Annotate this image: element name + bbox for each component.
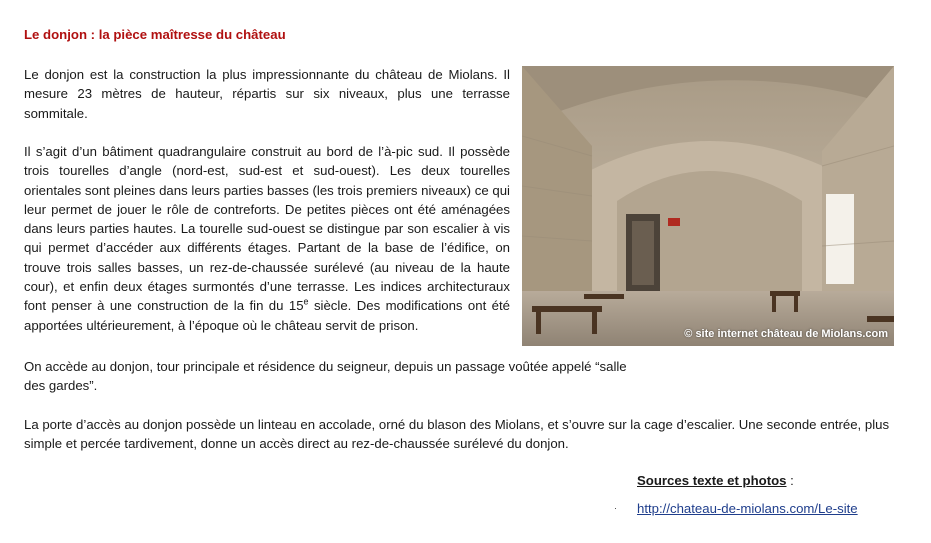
sources-heading-colon: : xyxy=(786,473,794,488)
list-bullet: · xyxy=(614,503,617,513)
entrance-paragraph: La porte d’accès au donjon possède un linteau en accolade, orné du blason des Miolans, et s’ouvre sur la cage d’escalier. Une seconde entrée, plus simple et percée tardivement, donne un accès direct au rez-de-chaussée surélevé du donjon. xyxy=(24,417,890,452)
access-paragraph: On accède au donjon, tour principale et résidence du seigneur, depuis un passage voûtée appelé “salle des gardes”. xyxy=(24,359,627,394)
photo-illustration xyxy=(522,66,894,346)
sources-heading xyxy=(637,473,794,488)
century-superscript: e xyxy=(303,296,309,307)
description-paragraph xyxy=(24,142,510,335)
source-link[interactable]: http://chateau-de-miolans.com/Le-site xyxy=(637,501,858,516)
description-text-part1: Il s’agit d’un bâtiment quadrangulaire construit au bord de l’à-pic sud. Il possède trois tourelles d’angle (nord-est, sud-est et sud-ouest). Les deux tourelles orientales sont pleines dans leurs parties basses (les trois premiers niveaux) ce qui leur permet de jouer le rôle de contreforts. De petites pièces ont été aménagées dans leurs parties hautes. La tourelle sud-ouest se distingue par son escalier à vis qui permet d’accéder aux différents étages. Partant de la base de l’édifice, on trouve trois salles basses, un rez-de-chaussée surélevé (au niveau de la haute cour), et enfin deux étages surmontés d’une terrasse. Les indices architecturaux font penser à une construction de la fin du 15 xyxy=(24,144,510,314)
sources-heading-label: Sources texte et photos xyxy=(637,473,787,488)
intro-paragraph: Le donjon est la construction la plus impressionnante du château de Miolans. Il mesure 23 mètres de hauteur, répartis sur six niveaux, plus une terrasse sommitale. xyxy=(24,67,510,121)
description-text-part2: siècle. Des modifications ont été apportées ultérieurement, à l’époque où le château servit de prison. xyxy=(24,298,510,333)
photo-credit: © site internet château de Miolans.com xyxy=(684,328,888,340)
vaulted-room-photo xyxy=(522,66,894,346)
page-title: Le donjon : la pièce maîtresse du château xyxy=(24,27,286,42)
